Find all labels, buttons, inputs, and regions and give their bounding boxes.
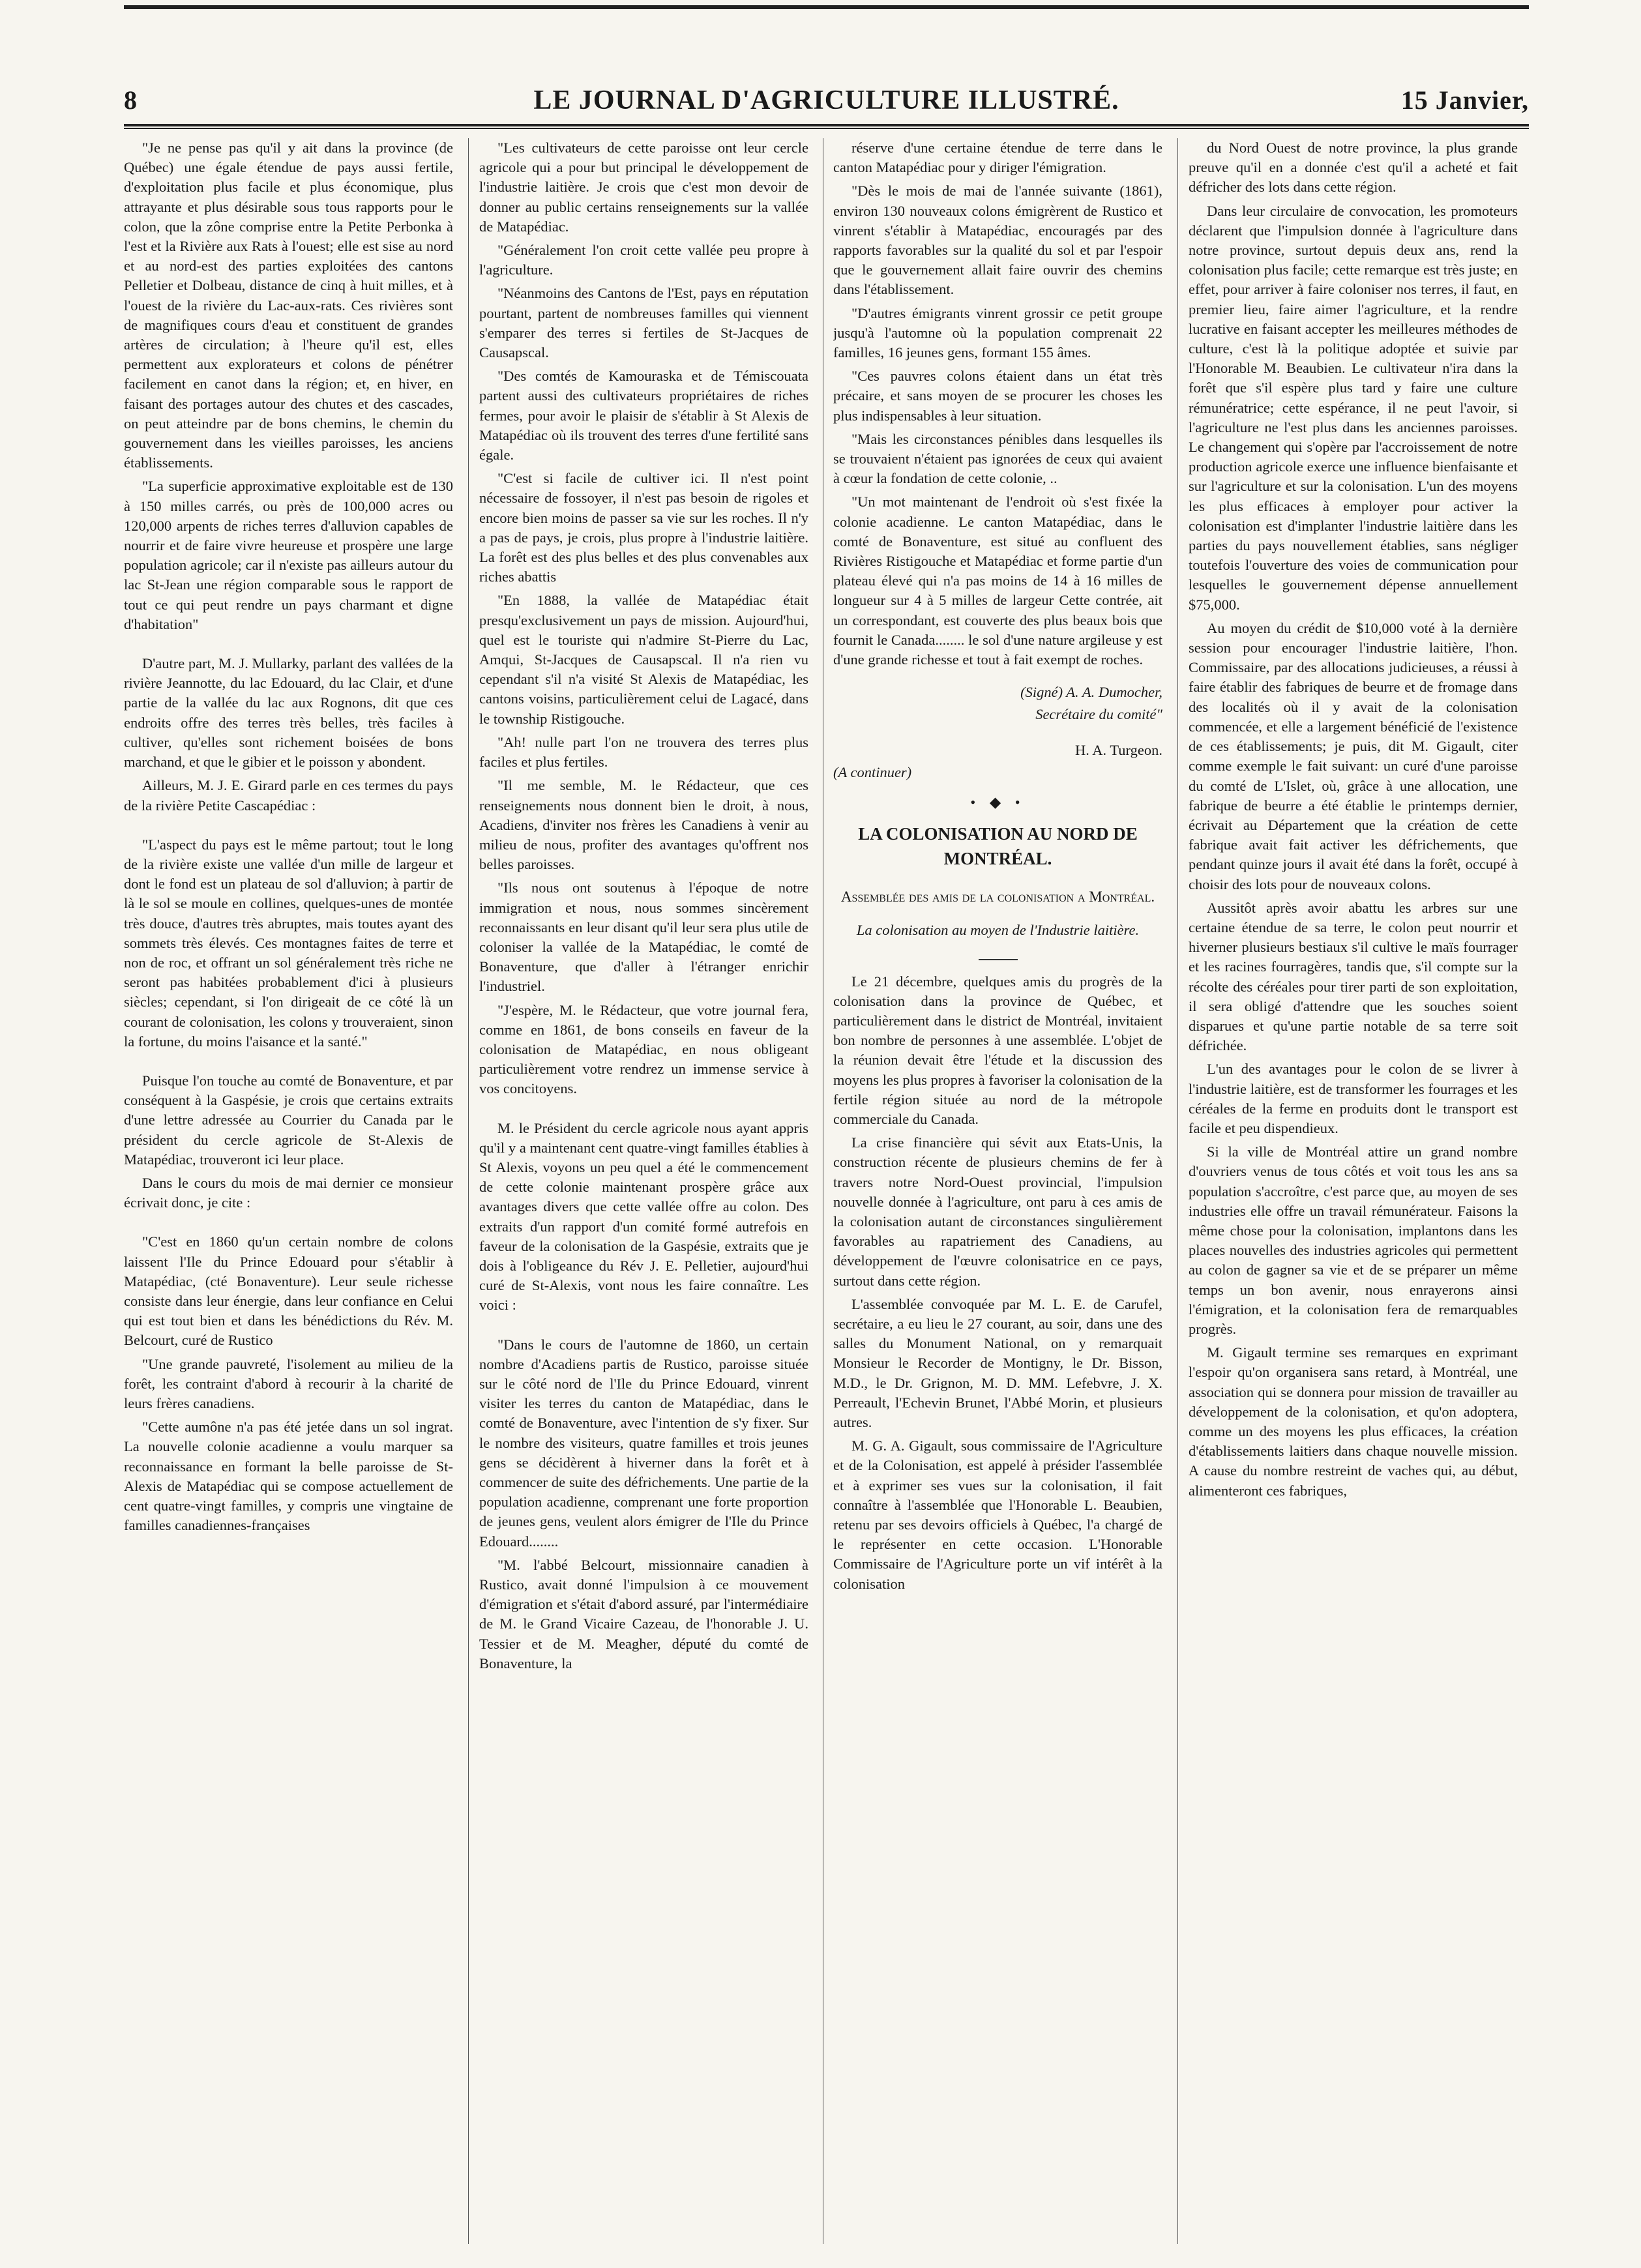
signature-line: (Signé) A. A. Dumocher, <box>1020 684 1162 701</box>
short-rule <box>979 959 1018 960</box>
column-3 <box>833 138 1162 2244</box>
paragraph: "Cette aumône n'a pas été jetée dans un sol ingrat. La nouvelle colonie acadienne a voulu marquer sa reconnaissance en formant la belle paroisse de St-Alexis de Matapédiac qui se compose actuellement de cent quatre-vingt familles, y compris une vingtaine de familles canadiennes-françaises <box>124 1419 453 1534</box>
paragraph: La crise financière qui sévit aux Etats-Unis, la construction récente de plusieurs chemins de fer à travers notre Nord-Ouest provincial, l'impulsion nouvelle donnée à l'agriculture, ont paru à ces amis de la colonisation autant de circonstances singulièrement favorables au rapatriement des Canadiens, au développement de l'œuvre colonisatrice en ce pays, surtout dans cette région. <box>833 1134 1162 1289</box>
paragraph: "La superficie approximative exploitable est de 130 à 150 milles carrés, ou près de 100,000 acres ou 120,000 arpents de riches terres d'alluvion capables de nourrir et de faire vivre heureuse et prospère une large population agricole; car il n'existe pas ailleurs autour du lac St-Jean une région comparable sous le rapport de tout ce qui peut rendre un pays charmant et digne d'habitation" <box>124 478 453 632</box>
column-1 <box>124 138 453 2244</box>
paragraph: "Des comtés de Kamouraska et de Témiscouata partent aussi des cultivateurs propriétaires de riches fermes, pour avoir le plaisir de s'établir à St Alexis de Matapédiac où ils trouvent des terres d'une fertilité sans égale. <box>479 368 808 464</box>
paragraph: "Il me semble, M. le Rédacteur, que ces renseignements nous donnent bien le droit, à nous, Acadiens, d'inviter nos frères les Canadiens à venir au milieu de nous, profiter des avantages qu'offrent nos belles paroisses. <box>479 777 808 873</box>
paragraph: réserve d'une certaine étendue de terre dans le canton Matapédiac pour y diriger l'émigration. <box>833 140 1162 176</box>
paragraph: "Mais les circonstances pénibles dans lesquelles ils se trouvaient n'étaient pas ignorées de ceux qui avaient à cœur la fondation de cette colonie, .. <box>833 430 1162 487</box>
article-subheading: Assemblée des amis de la colonisation a Montréal. <box>840 889 1155 906</box>
paragraph: M. le Président du cercle agricole nous ayant appris qu'il y a maintenant cent quatre-vingt familles établies à St Alexis, voyons un peu quel a été le commencement de cette colonie maintenant prospère grâce aux avantages divers que cette vallée offre au colon. Des extraits d'un rapport d'un comité formé autrefois en faveur de la colonisation de la Gaspésie, extraits que je dois à l'obligeance du Rév J. E. Pelletier, aujourd'hui curé de St-Alexis, vont nous les faire connaître. Les voici : <box>479 1119 808 1314</box>
paragraph: "Ils nous ont soutenus à l'époque de notre immigration et nous, nous sommes sincèrement reconnaissants en leur disant qu'il leur sera plus utile de coloniser la vallée de la Matapédiac, le comté de Bonaventure, que d'aller à l'étranger enrichir l'industriel. <box>479 879 808 995</box>
paragraph: du Nord Ouest de notre province, la plus grande preuve qu'il en a donnée c'est qu'il a acheté et fait défricher des lots dans cette région. <box>1189 140 1518 196</box>
journal-title: LE JOURNAL D'AGRICULTURE ILLUSTRÉ. <box>533 85 1119 115</box>
column-2 <box>479 138 808 2244</box>
paragraph: D'autre part, M. J. Mullarky, parlant des vallées de la rivière Jeannotte, du lac Edouard, du lac Clair, et d'une partie de la vallée du lac aux Rognons, dit que ces endroits offre des terres très belles, très faciles à cultiver, qu'elles sont richement boisées de bons marchand, et que le gibier et le poisson y abondent. <box>124 655 453 771</box>
top-border-rule <box>124 5 1529 9</box>
paragraph: L'assemblée convoquée par M. L. E. de Carufel, secrétaire, a eu lieu le 27 courant, au soir, dans une des salles du Monument National, on y remarquait Monsieur le Recorder de Montigny, le Dr. Bisson, M.D., le Dr. Grignon, M. D. MM. Lefebvre, J. X. Perreault, l'Echevin Brunet, l'Abbé Morin, et plusieurs autres. <box>833 1295 1162 1430</box>
page-number: 8 <box>124 85 137 115</box>
continued-note: (A continuer) <box>833 763 912 780</box>
paragraph: Dans leur circulaire de convocation, les promoteurs déclarent que l'impulsion donnée à l'agriculture dans notre province, surtout depuis deux ans, rend la colonisation plus facile; cette remarque est très juste; en effet, pour arriver à faire coloniser nos terres, il faut, en premier lieu, faire aimer l'agriculture, et la rendre lucrative en faisant accepter les meilleures méthodes de culture, c'est là la politique adoptée et suivie par l'Honorable M. Beaubien. Le cultivateur n'ira dans la forêt que s'il espère plus tard y faire une culture rémunératrice; cette espérance, il ne peut l'avoir, si l'agriculture ne l'est plus dans les anciennes paroisses. Le changement qui s'opère par l'accroissement de notre production agricole exerce une influence bienfaisante et sur l'agriculture et sur la colonisation. L'un des moyens les plus efficaces à employer pour activer la colonisation est d'implanter l'industrie laitière dans les parties du pays nouvellement établies, sans négliger toutefois l'ouverture des voies de communication pour lesquelles le gouvernement dépense annuellement $75,000. <box>1189 202 1518 613</box>
column-divider <box>1177 138 1178 2244</box>
paragraph: Puisque l'on touche au comté de Bonaventure, et par conséquent à la Gaspésie, je crois que certains extraits d'une lettre adressée au Courrier du Canada par le président du cercle agricole de St-Alexis de Matapédiac, trouveront ici leur place. <box>124 1072 453 1168</box>
column-divider <box>468 138 469 2244</box>
paragraph: "Ah! nulle part l'on ne trouvera des terres plus faciles et plus fertiles. <box>479 733 808 771</box>
paragraph: L'un des avantages pour le colon de se livrer à l'industrie laitière, est de transformer les fourrages et les céréales de la ferme en produits dont le transport est facile et peu dispendieux. <box>1189 1061 1518 1136</box>
paragraph: "M. l'abbé Belcourt, missionnaire canadien à Rustico, avait donné l'impulsion à ce mouvement d'émigration et s'était d'abord assuré, par l'intermédiaire de M. le Grand Vicaire Cazeau, de l'honorable J. U. Tessier et de M. Meagher, député du comté de Bonaventure, la <box>479 1556 808 1672</box>
author-name: H. A. Turgeon. <box>1074 741 1162 758</box>
paragraph: "Une grande pauvreté, l'isolement au milieu de la forêt, les contraint d'abord à recourir à la charité de leurs frères canadiens. <box>124 1355 453 1411</box>
paragraph: "Dans le cours de l'automne de 1860, un certain nombre d'Acadiens partis de Rustico, paroisse située sur le côté nord de l'Ile du Prince Edouard, vinrent visiter les terres du canton de Matapédiac, dans le comté de Bonaventure, avec l'intention de s'y fixer. Sur le nombre des visiteurs, quatre familles et trois jeunes gens se décidèrent à hiverner dans la forêt et à commencer de suite des défrichements. Une partie de la population acadienne, comprenant une forte proportion de jeunes gens, veulent alors émigrer de l'Ile du Prince Edouard........ <box>479 1336 808 1550</box>
article-headline: LA COLONISATION AU NORD DE MONTRÉAL. <box>858 824 1138 869</box>
paragraph: "L'aspect du pays est le même partout; tout le long de la rivière existe une vallée d'un mille de largeur et dont le fond est un plateau de sol d'alluvion; à partir de là le sol se moule en collines, quelques-unes de montée très douce, d'autres très abruptes, mais toutes ayant des sommets très élevés. Ces montagnes faites de terre et non de roc, et offrant un sol généralement très riche ne seront pas habitées probablement d'ici à plusieurs siècles; cependant, si l'on dirigeait de ce côté là un courant de colonisation, les colons y trouveraient, sinon la fortune, du moins l'aisance et la santé." <box>124 836 453 1050</box>
header-rule <box>124 124 1529 129</box>
paragraph: Au moyen du crédit de $10,000 voté à la dernière session pour encourager l'industrie laitière, l'hon. Commissaire, par des allocations judicieuses, a réussi à faire établir des fabriques de beurre et de fromage dans des localités où il y avait de la colonisation commencée, et elle a largement bénéficié de l'existence de ces établissements; je puis, dit M. Gigault, citer comme exemple le fait suivant: un curé d'une paroisse du comté de L'Islet, où, grâce à une allocation, une fabrique de beurre a été établie le printemps dernier, écrivait au Département que la création de cette fabrique avait fait activer les défrichements, que pendant quinze jours il avait été dans la forêt, occupé à choisir des lots pour de nouveaux colons. <box>1189 619 1518 892</box>
section-separator: • ◆ • <box>970 794 1026 811</box>
paragraph: "Un mot maintenant de l'endroit où s'est fixée la colonie acadienne. Le canton Matapédiac, dans le comté de Bonaventure, est situé au confluent des Rivières Ristigouche et Matapédiac et forme partie d'un plateau élevé qui n'a pas moins de 14 à 16 milles de longueur sur 4 à 5 milles de largeur Cette contrée, ait un correspondant, est couverte des plus beaux bois que fournit le Canada........ le sol d'une nature argileuse y est d'une grande richesse et tout à fait exempt de roches. <box>833 493 1162 668</box>
column-4 <box>1189 138 1518 2244</box>
article-italic-subheading: La colonisation au moyen de l'Industrie laitière. <box>856 922 1140 939</box>
signature-title: Secrétaire du comité" <box>1035 706 1162 723</box>
paragraph: M. G. A. Gigault, sous commissaire de l'Agriculture et de la Colonisation, est appelé à présider l'assemblée et à exprimer ses vues sur la colonisation, il fait connaître à l'assemblée que l'Honorable L. Beaubien, retenu par ses devoirs officiels à Québec, l'a chargé de le représenter en cette occasion. L'Honorable Commissaire de l'Agriculture porte un vif intérêt à la colonisation <box>833 1437 1162 1592</box>
paragraph: "Néanmoins des Cantons de l'Est, pays en réputation pourtant, partent de nombreuses familles qui viennent s'emparer des terres si fertiles de St-Jacques de Causapscal. <box>479 285 808 361</box>
paragraph: "Généralement l'on croit cette vallée peu propre à l'agriculture. <box>479 242 808 278</box>
paragraph: Si la ville de Montréal attire un grand nombre d'ouvriers venus de tous côtés et voit tous les ans sa population s'accroître, c'est parce que, au moyen de ses industries elle offre un travail rémunérateur. Faisons la même chose pour la colonisation, implantons dans les places nouvelles des industries agricoles qui permettent au colon de gagner sa vie et de se préparer un même temps un bon avenir, nous enrayerons ainsi l'émigration, et la colonisation fera de remarquables progrès. <box>1189 1143 1518 1337</box>
paragraph: "Ces pauvres colons étaient dans un état très précaire, et sans moyen de se procurer les choses les plus indispensables à leur situation. <box>833 368 1162 424</box>
paragraph: "C'est en 1860 qu'un certain nombre de colons laissent l'Ile du Prince Edouard pour s'établir à Matapédiac, (cté Bonaventure). Leur seule richesse consiste dans leur énergie, dans leur confiance en Celui qui est tout bien et dans les bénédictions du Rév. M. Belcourt, curé de Rustico <box>124 1233 453 1349</box>
paragraph: "D'autres émigrants vinrent grossir ce petit groupe jusqu'à l'automne où la population comprenait 22 familles, 16 jeunes gens, formant 155 âmes. <box>833 304 1162 361</box>
paragraph: "En 1888, la vallée de Matapédiac était presqu'exclusivement un pays de mission. Aujourd'hui, quel est le touriste qui n'admire St-Pierre du Lac, Amqui, St-Jacques de Causapscal. Il n'a rien vu cependant s'il n'a visité St Alexis de Matapédiac, les cantons voisins, particulièrement celui de Lagacé, dans le township Ristigouche. <box>479 592 808 727</box>
paragraph: "J'espère, M. le Rédacteur, que votre journal fera, comme en 1861, de bons conseils en faveur de la colonisation de Matapédiac, en nous obligeant particulièrement votre rendrez un immense service à vos concitoyens. <box>479 1001 808 1097</box>
page-header <box>124 85 1529 121</box>
issue-date: 15 Janvier, <box>1400 85 1529 115</box>
paragraph: M. Gigault termine ses remarques en exprimant l'espoir qu'on organisera sans retard, à Montréal, une association qui se donnera pour mission de travailler au développement de la colonisation, et qu'on adoptera, comme un des moyens les plus efficaces, la création d'établissements laitiers dans chaque nouvelle mission. A cause du nombre restreint de vaches qui, au début, alimenteront ces fabriques, <box>1189 1344 1518 1499</box>
paragraph: "Je ne pense pas qu'il y ait dans la province (de Québec) une égale étendue de pays aussi fertile, d'exploitation plus facile et plus économique, plus attrayante et plus désirable sous tous rapports pour le colon, que la zône comprise entre la Petite Perbonka à l'est et la Rivière aux Rats à l'ouest; elle est sise au nord et au nord-est des parties exploitées des cantons Pelletier et Dolbeau, distance de cinq à huit milles, et à l'ouest de la rivière du Lac-aux-rats. Ces rivières sont de magnifiques cours d'eau et constituent de grandes artères de circulation; à l'heure qu'il est, elles permettent aux explorateurs et colons de pénétrer facilement en canot dans la région; et, en hiver, en faisant des portages autour des chutes et des cascades, on peut atteindre par de bons chemins, le chemin du gouvernement dans les vieilles paroisses, les anciens établissements. <box>124 140 453 471</box>
paragraph: Le 21 décembre, quelques amis du progrès de la colonisation dans la province de Québec, et particulièrement dans le district de Montréal, invitaient bon nombre de personnes à une assemblée. L'objet de la réunion devait être l'étude et la discussion des moyens les plus propres à favoriser la colonisation de la fertile région située au nord de la métropole commerciale du Canada. <box>833 973 1162 1127</box>
paragraph: Dans le cours du mois de mai dernier ce monsieur écrivait donc, je cite : <box>124 1174 453 1211</box>
paragraph: "Dès le mois de mai de l'année suivante (1861), environ 130 nouveaux colons émigrèrent de Rustico et vinrent s'établir à Matapédiac, encouragés par des rapports favorables sur la qualité du sol et par l'espoir que le gouvernement allait faire ouvrir des chemins dans l'établissement. <box>833 183 1162 298</box>
paragraph: "Les cultivateurs de cette paroisse ont leur cercle agricole qui a pour but principal le développement de l'industrie laitière. Je crois que c'est mon devoir de donner au public certains renseignements sur la vallée de Matapédiac. <box>479 140 808 235</box>
paragraph: "C'est si facile de cultiver ici. Il n'est point nécessaire de fossoyer, il n'est pas besoin de rigoles et encore bien moins de passer sa vie sur les roches. Il n'y a pas de pays, je crois, plus propre à l'industrie laitière. La forêt est des plus belles et des plus convenables aux riches abattis <box>479 470 808 585</box>
paragraph: Ailleurs, M. J. E. Girard parle en ces termes du pays de la rivière Petite Cascapédiac : <box>124 777 453 814</box>
paragraph: Aussitôt après avoir abattu les arbres sur une certaine étendue de sa terre, le colon peut nourrir et hiverner plusieurs bestiaux s'il cultive le maïs fourrager et les racines fourragères, tandis que, s'il compte sur la récolte des céréales pour tirer parti de son exploitation, il sera obligé d'attendre que les souches soient disparues et qu'une partie notable de sa terre soit défrichée. <box>1189 899 1518 1054</box>
